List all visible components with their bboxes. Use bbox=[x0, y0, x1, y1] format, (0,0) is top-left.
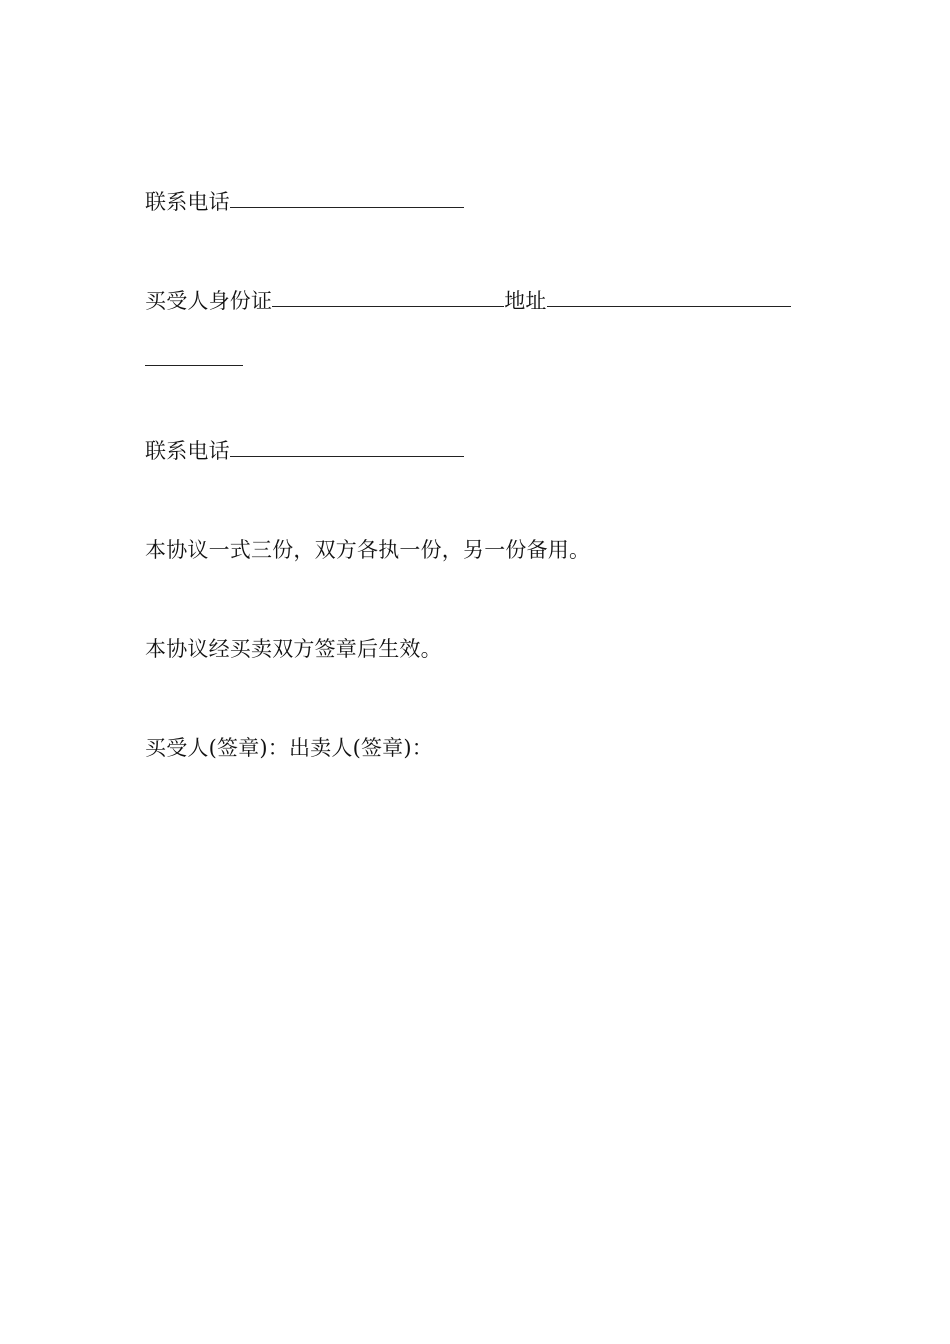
signatures-line: 买受人(签章)：出卖人(签章)： bbox=[145, 736, 433, 760]
copies-clause: 本协议一式三份，双方各执一份，另一份备用。 bbox=[145, 538, 591, 562]
buyer-address-continuation-row bbox=[145, 344, 243, 375]
buyer-address-blank bbox=[547, 284, 791, 307]
seller-phone-label: 联系电话 bbox=[145, 190, 230, 214]
buyer-id-label: 买受人身份证 bbox=[145, 289, 273, 313]
buyer-address-label: 地址 bbox=[504, 289, 547, 313]
buyer-phone-blank bbox=[230, 434, 464, 457]
buyer-id-blank bbox=[272, 284, 504, 307]
buyer-phone-label: 联系电话 bbox=[145, 439, 230, 463]
buyer-phone-row bbox=[145, 435, 464, 466]
seller-phone-row bbox=[145, 186, 464, 217]
effective-clause: 本协议经买卖双方签章后生效。 bbox=[145, 637, 442, 661]
buyer-id-row bbox=[145, 285, 791, 316]
buyer-address-continuation-blank bbox=[145, 343, 243, 366]
seller-phone-blank bbox=[230, 185, 464, 208]
